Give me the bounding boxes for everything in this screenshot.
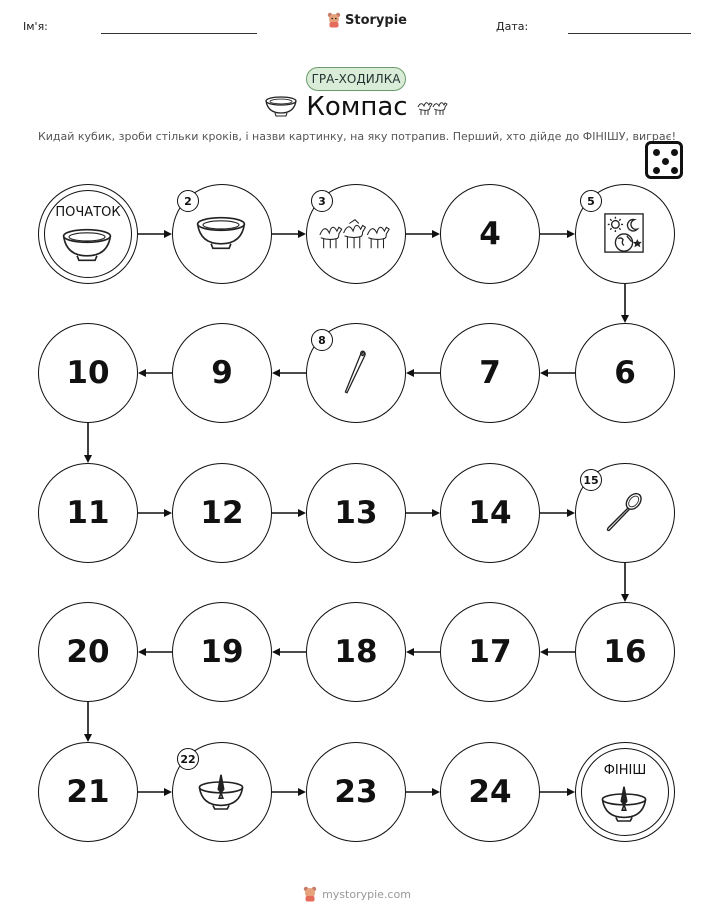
date-label: Дата:	[496, 20, 529, 33]
name-label: Ім'я:	[23, 20, 48, 33]
path-arrow	[540, 509, 575, 517]
path-arrow	[138, 509, 172, 517]
board-cell	[172, 184, 272, 284]
dice-pip	[662, 158, 669, 165]
board-cell	[440, 463, 540, 563]
cell-number: 13	[334, 495, 378, 531]
path-arrow	[272, 369, 306, 377]
board-cell	[172, 323, 272, 423]
cell-number: 20	[66, 634, 110, 670]
game-type-badge: ГРА-ХОДИЛКА	[306, 67, 406, 91]
instructions-text: Кидай кубик, зроби стільки кроків, і назви картинку, на яку потрапив. Перший, хто дійде до ФІНІШУ, виграє!	[37, 130, 677, 143]
brand-name: Storypie	[345, 12, 407, 28]
board-cell	[172, 602, 272, 702]
cell-label: ФІНІШ	[603, 763, 647, 778]
path-arrow	[138, 369, 172, 377]
needle-icon	[339, 346, 371, 402]
sun-moon-earth-icon	[603, 212, 645, 258]
cell-number-badge: 5	[580, 190, 602, 212]
path-arrow	[406, 648, 440, 656]
start-cell	[38, 184, 138, 284]
board-cell	[440, 602, 540, 702]
cell-number: 9	[211, 355, 233, 391]
board-cell	[306, 742, 406, 842]
board-cell	[172, 742, 272, 842]
cell-label: ПОЧАТОК	[55, 205, 121, 220]
name-line[interactable]	[101, 33, 257, 34]
cell-number: 14	[468, 495, 512, 531]
brand-logo	[327, 12, 407, 28]
board-cell	[440, 323, 540, 423]
path-arrow	[406, 509, 440, 517]
dice-pip	[671, 167, 678, 174]
cell-number-badge: 8	[311, 329, 333, 351]
path-arrow	[621, 563, 629, 602]
board-cell	[306, 323, 406, 423]
path-arrow	[621, 284, 629, 323]
board-cell	[575, 463, 675, 563]
board-cell	[38, 463, 138, 563]
cell-number: 23	[334, 774, 378, 810]
path-arrow	[406, 788, 440, 796]
compass-bowl-icon	[194, 771, 248, 815]
footer	[0, 886, 714, 902]
path-arrow	[540, 648, 575, 656]
board-cell	[440, 742, 540, 842]
path-arrow	[272, 230, 306, 238]
path-arrow	[540, 369, 575, 377]
cell-number: 19	[200, 634, 244, 670]
board-cell	[575, 323, 675, 423]
path-arrow	[406, 230, 440, 238]
cell-number: 16	[603, 634, 647, 670]
path-arrow	[272, 788, 306, 796]
board-cell	[306, 184, 406, 284]
finish-cell	[575, 742, 675, 842]
dice-pip	[671, 149, 678, 156]
board-cell	[575, 602, 675, 702]
cell-number: 17	[468, 634, 512, 670]
board-cell	[440, 184, 540, 284]
camel-caravan-icon	[416, 95, 450, 117]
cell-number: 24	[468, 774, 512, 810]
path-arrow	[272, 509, 306, 517]
cell-number: 18	[334, 634, 378, 670]
path-arrow	[272, 648, 306, 656]
cell-number: 11	[66, 495, 110, 531]
page-title: Компас	[306, 92, 408, 122]
spoon-icon	[602, 490, 646, 538]
path-arrow	[138, 230, 172, 238]
board-cell	[172, 463, 272, 563]
bowl-icon	[60, 227, 114, 267]
path-arrow	[540, 788, 575, 796]
path-arrow	[540, 230, 575, 238]
board-cell	[38, 323, 138, 423]
cell-number: 21	[66, 774, 110, 810]
date-line[interactable]	[568, 33, 691, 34]
path-arrow	[138, 648, 172, 656]
board-cell	[306, 602, 406, 702]
dice-pip	[653, 167, 660, 174]
compass-bowl-icon	[597, 783, 651, 827]
board-cell	[38, 742, 138, 842]
dice-pip	[653, 149, 660, 156]
board-cell	[575, 184, 675, 284]
path-arrow	[84, 702, 92, 742]
footer-url[interactable]: mystorypie.com	[322, 887, 411, 901]
cell-number: 10	[66, 355, 110, 391]
cell-number: 6	[614, 355, 636, 391]
camel-caravan-icon	[316, 214, 394, 256]
board-cell	[38, 602, 138, 702]
bowl-icon	[194, 215, 248, 255]
cell-number: 7	[479, 355, 501, 391]
cell-number-badge: 22	[177, 748, 199, 770]
board-cell	[306, 463, 406, 563]
bear-logo-icon	[327, 12, 341, 28]
cell-number-badge: 15	[580, 469, 602, 491]
path-arrow	[84, 423, 92, 463]
cell-number-badge: 2	[177, 190, 199, 212]
cell-number: 4	[479, 216, 501, 252]
path-arrow	[138, 788, 172, 796]
dice-icon	[645, 141, 683, 179]
path-arrow	[406, 369, 440, 377]
cell-number-badge: 3	[311, 190, 333, 212]
bear-logo-icon	[303, 886, 317, 902]
cell-number: 12	[200, 495, 244, 531]
